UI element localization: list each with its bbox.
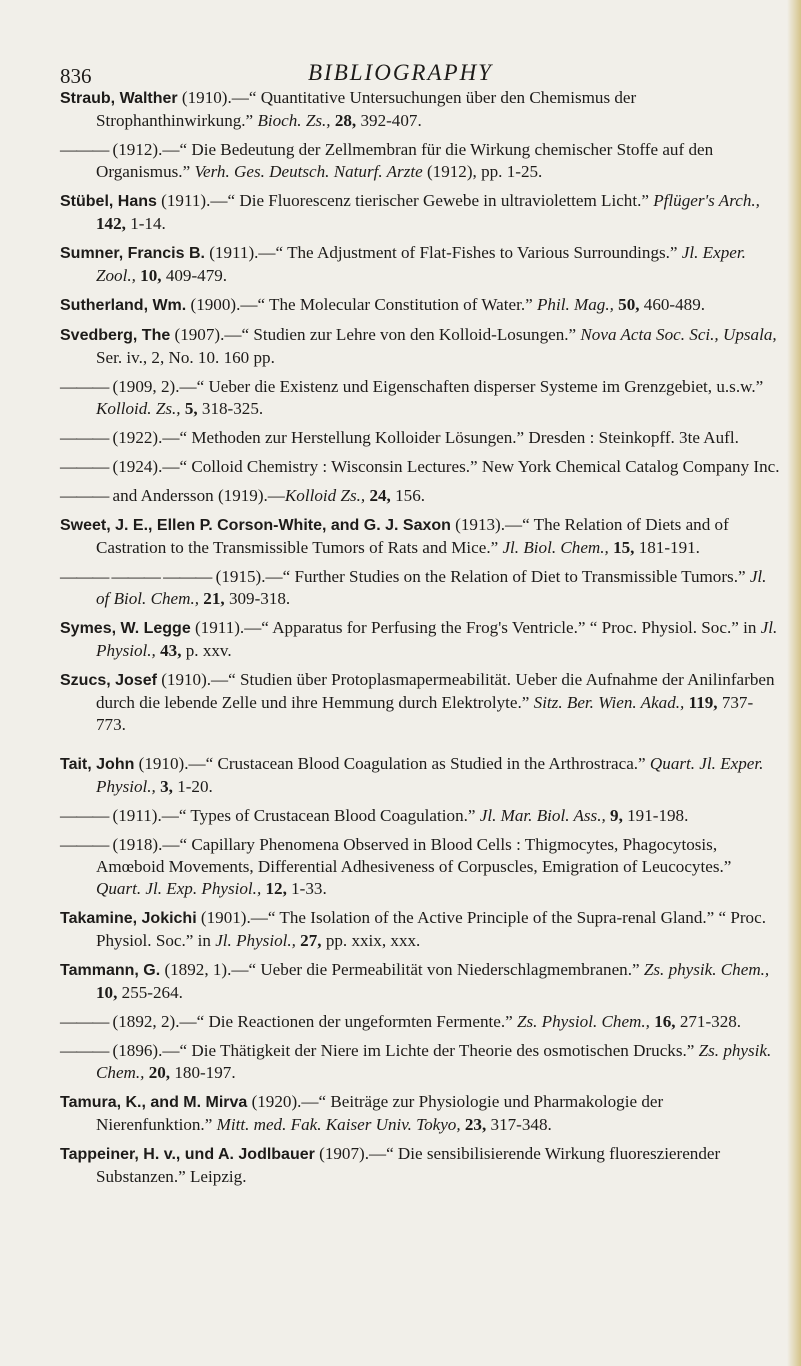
entry-text: (1913).—“ The Relation of Diets and of Castration to the Transmissible Tumors of Rats and Mice.” xyxy=(96,515,729,557)
entry-author: Tappeiner, H. v., und A. Jodlbauer xyxy=(60,1146,315,1163)
bibliography-entry xyxy=(60,376,780,420)
entry-text: (1912).—“ Die Bedeutung der Zellmembran für die Wirkung chemischer Stoffe auf den Organismus.” xyxy=(96,140,714,181)
entry-author: Symes, W. Legge xyxy=(60,620,191,637)
entry-journal: Jl. Physiol., xyxy=(215,931,296,950)
entry-author: Szucs, Josef xyxy=(60,672,157,689)
entry-volume: 21, xyxy=(199,589,225,608)
bibliography-entry xyxy=(60,1011,780,1033)
entry-pages: 180-197. xyxy=(170,1063,236,1082)
entry-journal: Jl. Mar. Biol. Ass., xyxy=(479,806,606,825)
entry-text: (1911).—“ Die Fluorescenz tierischer Gewebe in ultraviolettem Licht.” xyxy=(156,191,654,210)
bibliography-entry xyxy=(60,427,780,449)
entry-pages: 271-328. xyxy=(675,1012,742,1031)
bibliography-entry xyxy=(60,242,780,287)
bibliography-entry xyxy=(60,566,780,610)
entry-volume: 20, xyxy=(144,1063,171,1082)
entry-text: (1918).—“ Capillary Phenomena Observed in Blood Cells : Thigmocytes, Phagocytosis, Amœboid Movements, Differential Adhesiveness of Corpuscles, Emigration of Leucocytes.” xyxy=(96,835,732,876)
entry-text: (1910).—“ Quantitative Untersuchungen über den Chemismus der Strophanthinwirkung.” xyxy=(96,88,637,130)
bibliography-entry xyxy=(60,617,780,662)
bibliography-entry xyxy=(60,834,780,900)
entry-author: Sweet, J. E., Ellen P. Corson-White, and G. J. Saxon xyxy=(60,517,451,534)
entry-journal: Zs. Physiol. Chem., xyxy=(516,1012,650,1031)
entry-journal: Kolloid. Zs., xyxy=(96,399,181,418)
entry-text: (1920).—“ Beiträge zur Physiologie und Pharmakologie der Nierenfunktion.” xyxy=(96,1092,664,1134)
entry-volume: 27, xyxy=(295,931,322,950)
entry-ditto-dash: ——— xyxy=(60,1041,109,1060)
bibliography-entry xyxy=(60,324,780,369)
entry-volume: 5, xyxy=(180,399,198,418)
entry-author: Tamura, K., and M. Mirva xyxy=(60,1094,248,1111)
entry-pages: p. xxv. xyxy=(181,641,232,660)
entry-journal: Zs. physik. Chem., xyxy=(96,1041,772,1082)
entry-ditto-dash: ——— xyxy=(60,835,109,854)
entry-text: (1900).—“ The Molecular Constitution of Water.” xyxy=(186,295,537,314)
entry-text: (1896).—“ Die Thätigkeit der Niere im Lichte der Theorie des osmotischen Drucks.” xyxy=(108,1041,699,1060)
bibliography-entry xyxy=(60,514,780,559)
entry-volume: 15, xyxy=(608,538,635,557)
entry-text: (1910).—“ Studien über Protoplasmapermeabilität. Ueber die Aufnahme der Anilinfarben durch die lebende Zelle und ihre Hemmung durch Elektrolyte.” xyxy=(96,670,775,712)
entry-volume: 50, xyxy=(613,295,640,314)
entry-text: (1909, 2).—“ Ueber die Existenz und Eigenschaften disperser Systeme im Grenzgebiet, u.s.w.” xyxy=(108,377,764,396)
page-edge-shading xyxy=(787,0,801,1366)
running-head: BIBLIOGRAPHY xyxy=(308,60,493,85)
entry-pages: 318-325. xyxy=(197,399,264,418)
entry-pages: 181-191. xyxy=(634,538,700,557)
entry-journal: Jl. Exper. Zool., xyxy=(96,243,746,285)
bibliography-entry xyxy=(60,87,780,132)
entry-journal: Nova Acta Soc. Sci., Upsala, xyxy=(580,325,777,344)
entry-ditto-dash: ——— xyxy=(60,806,109,825)
entry-pages: 1-33. xyxy=(286,879,327,898)
entry-ditto-dash: ——— ——— ——— xyxy=(60,567,212,586)
entry-text: (1892, 1).—“ Ueber die Permeabilität von Niederschlagmembranen.” xyxy=(160,960,644,979)
entry-text: (1907).—“ Studien zur Lehre von den Kolloid-Losungen.” xyxy=(170,325,581,344)
entry-journal: Verh. Ges. Deutsch. Naturf. Arzte xyxy=(194,162,423,181)
entry-volume: 28, xyxy=(330,111,357,130)
entry-pages: 309-318. xyxy=(224,589,291,608)
entry-pages: 737-773. xyxy=(96,693,754,734)
bibliography-entry xyxy=(60,139,780,183)
entry-journal: Quart. Jl. Exp. Physiol., xyxy=(96,879,262,898)
entry-volume: 142, xyxy=(96,214,126,233)
entry-pages: 317-348. xyxy=(486,1115,552,1134)
entry-volume: 43, xyxy=(155,641,182,660)
bibliography-entry xyxy=(60,805,780,827)
entry-pages: 1-14. xyxy=(125,214,166,233)
entry-author: Sutherland, Wm. xyxy=(60,297,187,314)
entry-journal: Mitt. med. Fak. Kaiser Univ. Tokyo, xyxy=(216,1115,461,1134)
entry-journal: Pflüger's Arch., xyxy=(653,191,760,210)
entry-journal: Kolloid Zs., xyxy=(284,486,366,505)
entry-pages: Ser. iv., 2, No. 10. 160 pp. xyxy=(96,348,275,367)
bibliography-entry xyxy=(60,959,780,1004)
entry-journal: Quart. Jl. Exper. Physiol., xyxy=(96,754,764,796)
bibliography-entry xyxy=(60,669,780,736)
bibliography-entry xyxy=(60,907,780,952)
entry-pages: 255-264. xyxy=(117,983,183,1002)
entry-volume: 9, xyxy=(605,806,623,825)
bibliography-entry xyxy=(60,190,780,235)
entry-text: (1911).—“ Apparatus for Perfusing the Frog's Ventricle.” “ Proc. Physiol. Soc.” in xyxy=(190,618,761,637)
entry-text: (1901).—“ The Isolation of the Active Principle of the Supra-renal Gland.” “ Proc. Physiol. Soc.” in xyxy=(96,908,766,950)
entry-ditto-dash: ——— xyxy=(60,140,109,159)
entry-volume: 119, xyxy=(684,693,718,712)
page-header xyxy=(0,48,801,88)
entry-volume: 3, xyxy=(155,777,173,796)
entry-author: Straub, Walther xyxy=(60,90,178,107)
bibliography-entry xyxy=(60,294,780,317)
entry-journal: Phil. Mag., xyxy=(536,295,614,314)
entry-text: (1911).—“ Types of Crustacean Blood Coagulation.” xyxy=(108,806,480,825)
entry-volume: 23, xyxy=(460,1115,487,1134)
bibliography-entry xyxy=(60,456,780,478)
page-number: 836 xyxy=(60,64,92,88)
entry-author: Takamine, Jokichi xyxy=(60,910,197,927)
entry-volume: 16, xyxy=(649,1012,676,1031)
entry-text: (1892, 2).—“ Die Reactionen der ungeformten Fermente.” xyxy=(108,1012,517,1031)
entry-text: (1910).—“ Crustacean Blood Coagulation as Studied in the Arthrostraca.” xyxy=(134,754,650,773)
entry-journal: Jl. Physiol., xyxy=(96,618,778,660)
entry-ditto-dash: ——— xyxy=(60,457,109,476)
entry-ditto-dash: ——— xyxy=(60,428,109,447)
entry-journal: Jl. Biol. Chem., xyxy=(502,538,609,557)
bibliography-entry xyxy=(60,1143,780,1188)
entry-text: (1911).—“ The Adjustment of Flat-Fishes to Various Surroundings.” xyxy=(204,243,682,262)
bibliography-entry xyxy=(60,753,780,798)
entry-pages: 409-479. xyxy=(161,266,228,285)
entry-pages: 156. xyxy=(390,486,426,505)
entry-pages: 191-198. xyxy=(622,806,689,825)
entry-pages: 1-20. xyxy=(172,777,213,796)
bibliography-list xyxy=(60,87,780,1195)
entry-ditto-dash: ——— xyxy=(60,377,109,396)
entry-volume: 10, xyxy=(135,266,162,285)
entry-journal: Zs. physik. Chem., xyxy=(643,960,770,979)
entry-pages: 460-489. xyxy=(639,295,706,314)
entry-author: Tammann, G. xyxy=(60,962,161,979)
entry-volume: 10, xyxy=(96,983,118,1002)
bibliography-entry xyxy=(60,485,780,507)
bibliography-entry xyxy=(60,1091,780,1136)
entry-ditto-dash: ——— xyxy=(60,486,109,505)
entry-volume: 24, xyxy=(365,486,391,505)
entry-author: Stübel, Hans xyxy=(60,193,157,210)
entry-volume: 12, xyxy=(261,879,287,898)
bibliography-entry xyxy=(60,1040,780,1084)
entry-pages: (1912), pp. 1-25. xyxy=(422,162,543,181)
entry-text: (1907).—“ Die sensibilisierende Wirkung fluoreszierender Substanzen.” Leipzig. xyxy=(96,1144,721,1186)
entry-author: Tait, John xyxy=(60,756,135,773)
entry-pages: pp. xxix, xxx. xyxy=(321,931,421,950)
entry-journal: Jl. of Biol. Chem., xyxy=(96,567,767,608)
entry-ditto-dash: ——— xyxy=(60,1012,109,1031)
entry-text: (1924).—“ Colloid Chemistry : Wisconsin Lectures.” New York Chemical Catalog Company Inc. xyxy=(108,457,780,476)
entry-author: Svedberg, The xyxy=(60,327,171,344)
entry-text: (1915).—“ Further Studies on the Relation of Diet to Transmissible Tumors.” xyxy=(211,567,750,586)
entry-text: and Andersson (1919).— xyxy=(108,486,285,505)
entry-author: Sumner, Francis B. xyxy=(60,245,205,262)
entry-text: (1922).—“ Methoden zur Herstellung Kolloider Lösungen.” Dresden : Steinkopff. 3te Aufl. xyxy=(108,428,739,447)
entry-pages: 392-407. xyxy=(356,111,422,130)
entry-journal: Bioch. Zs., xyxy=(257,111,331,130)
entry-journal: Sitz. Ber. Wien. Akad., xyxy=(533,693,685,712)
